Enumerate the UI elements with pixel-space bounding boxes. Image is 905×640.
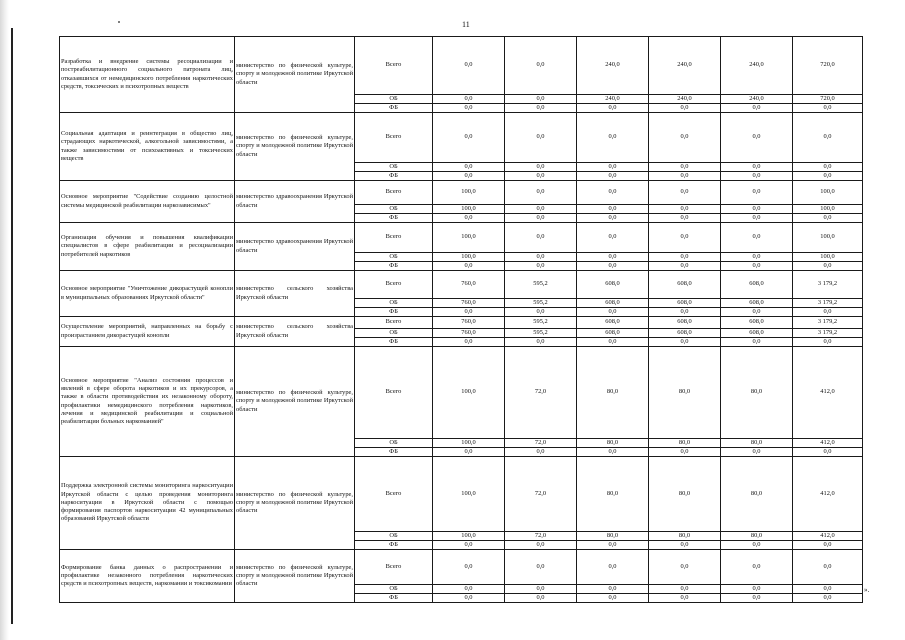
amount-year-cell: 760,0 [433,329,505,338]
amount-year-cell: 0,0 [649,448,721,457]
amount-year-cell: 0,0 [433,541,505,550]
amount-year-cell: 0,0 [505,550,577,585]
amount-year-cell: 80,0 [649,347,721,439]
activity-executor: министерство по физической культуре, спорту и молодежной политике Иркутской области [235,37,355,113]
activity-name: Организация обучения и повышения квалификации специалистов в сфере реабилитации и ресоциализации потребителей наркотиков [60,223,235,271]
amount-year-cell: 608,0 [577,271,649,299]
amount-year-cell: 80,0 [721,439,793,448]
amount-total-cell: 0,0 [793,104,863,113]
amount-total-cell: 0,0 [793,113,863,163]
funding-source: Всего [355,550,433,585]
amount-year-cell: 760,0 [433,317,505,329]
amount-year-cell: 0,0 [505,205,577,214]
funding-source: Всего [355,223,433,253]
amount-year-cell: 0,0 [577,181,649,205]
amount-year-cell: 240,0 [649,37,721,95]
amount-year-cell: 0,0 [577,594,649,603]
amount-year-cell: 0,0 [721,223,793,253]
amount-year-cell: 0,0 [505,308,577,317]
activity-executor: министерство по физической культуре, спорту и молодежной политике Иркутской области [235,457,355,550]
activity-executor: министерство здравоохранения Иркутской области [235,223,355,271]
amount-year-cell: 595,2 [505,317,577,329]
amount-year-cell: 608,0 [721,329,793,338]
funding-source: ОБ [355,299,433,308]
amount-year-cell: 0,0 [721,308,793,317]
amount-year-cell: 0,0 [649,253,721,262]
amount-total-cell: 3 179,2 [793,317,863,329]
activity-row [60,317,863,329]
amount-year-cell: 0,0 [721,104,793,113]
funding-source: Всего [355,181,433,205]
amount-year-cell: 80,0 [577,532,649,541]
activity-name: Социальная адаптация и реинтеграция в общество лиц, страдающих наркотической, алкогольной зависимостями, а также зависимостями от психоактивных и токсических веществ [60,113,235,181]
amount-year-cell: 0,0 [721,550,793,585]
amount-year-cell: 0,0 [505,262,577,271]
amount-year-cell: 0,0 [433,448,505,457]
amount-year-cell: 0,0 [505,181,577,205]
scan-left-edge [0,0,9,640]
amount-year-cell: 100,0 [433,532,505,541]
amount-year-cell: 100,0 [433,347,505,439]
amount-year-cell: 80,0 [577,439,649,448]
funding-source: Всего [355,37,433,95]
amount-year-cell: 0,0 [505,37,577,95]
amount-year-cell: 240,0 [721,95,793,104]
amount-year-cell: 0,0 [649,594,721,603]
page-number: 11 [462,20,470,29]
amount-year-cell: 0,0 [577,104,649,113]
activity-row [60,37,863,95]
amount-year-cell: 0,0 [721,253,793,262]
amount-year-cell: 608,0 [649,317,721,329]
amount-year-cell: 0,0 [649,104,721,113]
amount-year-cell: 0,0 [433,262,505,271]
amount-year-cell: 0,0 [505,448,577,457]
activity-executor: министерство по физической культуре, спорту и молодежной политике Иркутской области [235,550,355,603]
amount-year-cell: 72,0 [505,457,577,532]
funding-source: ФБ [355,104,433,113]
amount-year-cell: 80,0 [721,457,793,532]
amount-total-cell: 100,0 [793,205,863,214]
funding-source: ФБ [355,214,433,223]
amount-year-cell: 0,0 [649,585,721,594]
amount-year-cell: 0,0 [649,262,721,271]
amount-total-cell: 3 179,2 [793,329,863,338]
amount-year-cell: 0,0 [649,205,721,214]
amount-total-cell: 3 179,2 [793,271,863,299]
amount-year-cell: 608,0 [721,299,793,308]
amount-year-cell: 0,0 [649,550,721,585]
amount-year-cell: 0,0 [577,253,649,262]
funding-source: Всего [355,317,433,329]
amount-year-cell: 0,0 [433,104,505,113]
amount-year-cell: 0,0 [505,113,577,163]
amount-year-cell: 608,0 [649,329,721,338]
amount-year-cell: 0,0 [721,214,793,223]
amount-year-cell: 80,0 [721,532,793,541]
activity-row [60,113,863,163]
amount-total-cell: 0,0 [793,541,863,550]
activity-executor: министерство сельского хозяйства Иркутской области [235,271,355,317]
amount-year-cell: 608,0 [577,299,649,308]
amount-year-cell: 0,0 [577,448,649,457]
amount-total-cell: 100,0 [793,223,863,253]
amount-year-cell: 80,0 [721,347,793,439]
amount-year-cell: 0,0 [649,541,721,550]
activity-name: Основное мероприятие "Содействие созданию целостной системы медицинской реабилитации наркозависимых" [60,181,235,223]
scan-binding-line [11,28,13,624]
amount-year-cell: 0,0 [505,95,577,104]
amount-year-cell: 0,0 [721,585,793,594]
funding-source: ОБ [355,585,433,594]
amount-year-cell: 100,0 [433,223,505,253]
activity-row [60,181,863,205]
amount-year-cell: 0,0 [721,163,793,172]
amount-year-cell: 240,0 [577,95,649,104]
amount-year-cell: 595,2 [505,271,577,299]
funding-source: ФБ [355,262,433,271]
activity-name: Поддержка электронной системы мониторинга наркоситуации Иркутской области с целью проведения мониторинга наркоситуации в Иркутской области с помощью формирования паспортов наркоситуации 42 муниципальных образований Иркутской области [60,457,235,550]
activity-executor: министерство по физической культуре, спорту и молодежной политике Иркутской области [235,347,355,457]
amount-year-cell: 0,0 [577,163,649,172]
funding-source: Всего [355,347,433,439]
amount-year-cell: 760,0 [433,271,505,299]
amount-year-cell: 80,0 [649,439,721,448]
amount-total-cell: 412,0 [793,347,863,439]
funding-source: ОБ [355,439,433,448]
amount-year-cell: 240,0 [721,37,793,95]
amount-year-cell: 100,0 [433,457,505,532]
amount-total-cell: 720,0 [793,37,863,95]
activity-row [60,457,863,532]
amount-year-cell: 80,0 [577,347,649,439]
amount-year-cell: 0,0 [433,214,505,223]
amount-year-cell: 100,0 [433,253,505,262]
amount-year-cell: 0,0 [649,172,721,181]
activity-name: Разработка и внедрение системы ресоциализации и постреабилитационного социального патроната лиц, отказавшихся от немедицинского потребления наркотических средств, токсических и психотропных веществ [60,37,235,113]
funding-source: Всего [355,113,433,163]
activity-executor: министерство по физической культуре, спорту и молодежной политике Иркутской области [235,113,355,181]
amount-year-cell: 0,0 [721,338,793,347]
activity-name: Основное мероприятие "Анализ состояния процессов и явлений в сфере оборота наркотиков и их прекурсоров, а также в области противодействия их незаконному обороту, профилактики немедицинского потребления наркотиков, лечения и медицинской реабилитации и социальной реабилитации больных наркоманией" [60,347,235,457]
amount-year-cell: 0,0 [577,113,649,163]
scan-speck [118,21,120,23]
amount-year-cell: 0,0 [577,338,649,347]
amount-year-cell: 608,0 [577,329,649,338]
amount-year-cell: 0,0 [505,172,577,181]
amount-year-cell: 0,0 [577,214,649,223]
activity-name: Основное мероприятие "Уничтожение дикорастущей конопли в муниципальных образованиях Иркутской области" [60,271,235,317]
amount-year-cell: 0,0 [433,95,505,104]
amount-year-cell: 0,0 [433,163,505,172]
amount-year-cell: 0,0 [505,594,577,603]
amount-year-cell: 608,0 [649,271,721,299]
amount-year-cell: 0,0 [721,181,793,205]
funding-source: ФБ [355,448,433,457]
amount-year-cell: 72,0 [505,532,577,541]
amount-total-cell: 0,0 [793,163,863,172]
funding-source: ОБ [355,532,433,541]
amount-year-cell: 100,0 [433,205,505,214]
amount-total-cell: 412,0 [793,457,863,532]
amount-total-cell: 0,0 [793,214,863,223]
amount-total-cell: 0,0 [793,262,863,271]
amount-total-cell: 412,0 [793,439,863,448]
amount-year-cell: 608,0 [721,271,793,299]
amount-year-cell: 760,0 [433,299,505,308]
amount-total-cell: 0,0 [793,308,863,317]
funding-source: ФБ [355,338,433,347]
activity-name: Формирование банка данных о распространении и профилактике незаконного потребления наркотических средств и психотропных веществ, наркомании и токсикомании [60,550,235,603]
amount-year-cell: 80,0 [649,457,721,532]
amount-year-cell: 100,0 [433,439,505,448]
amount-year-cell: 0,0 [577,205,649,214]
amount-total-cell: 0,0 [793,550,863,585]
amount-year-cell: 608,0 [577,317,649,329]
amount-year-cell: 0,0 [433,172,505,181]
amount-year-cell: 0,0 [433,338,505,347]
amount-year-cell: 0,0 [721,262,793,271]
budget-table [59,36,863,603]
amount-year-cell: 0,0 [721,172,793,181]
amount-year-cell: 0,0 [433,585,505,594]
amount-year-cell: 0,0 [577,223,649,253]
amount-year-cell: 0,0 [721,594,793,603]
amount-year-cell: 0,0 [505,223,577,253]
amount-year-cell: 0,0 [721,541,793,550]
amount-year-cell: 80,0 [649,532,721,541]
amount-year-cell: 0,0 [721,448,793,457]
amount-year-cell: 72,0 [505,347,577,439]
amount-year-cell: 0,0 [505,253,577,262]
funding-source: Всего [355,271,433,299]
amount-year-cell: 0,0 [649,308,721,317]
amount-year-cell: 240,0 [649,95,721,104]
funding-source: ФБ [355,172,433,181]
amount-year-cell: 0,0 [649,181,721,205]
funding-source: ОБ [355,95,433,104]
amount-year-cell: 0,0 [577,541,649,550]
amount-year-cell: 0,0 [433,113,505,163]
amount-total-cell: 0,0 [793,338,863,347]
amount-year-cell: 0,0 [649,338,721,347]
amount-total-cell: 0,0 [793,594,863,603]
activity-executor: министерство здравоохранения Иркутской области [235,181,355,223]
activity-row [60,347,863,439]
funding-source: ФБ [355,541,433,550]
funding-source: ОБ [355,329,433,338]
amount-year-cell: 0,0 [577,308,649,317]
amount-year-cell: 0,0 [577,172,649,181]
amount-year-cell: 0,0 [433,550,505,585]
amount-total-cell: 100,0 [793,253,863,262]
funding-source: Всего [355,457,433,532]
amount-year-cell: 0,0 [577,262,649,271]
amount-year-cell: 0,0 [433,594,505,603]
amount-year-cell: 0,0 [649,163,721,172]
amount-total-cell: 720,0 [793,95,863,104]
funding-source: ОБ [355,253,433,262]
amount-year-cell: 100,0 [433,181,505,205]
activity-row [60,223,863,253]
amount-year-cell: 608,0 [649,299,721,308]
amount-year-cell: 0,0 [505,163,577,172]
amount-year-cell: 0,0 [505,338,577,347]
amount-year-cell: 0,0 [721,113,793,163]
amount-year-cell: 595,2 [505,329,577,338]
amount-total-cell: 0,0 [793,585,863,594]
activity-row [60,550,863,585]
amount-year-cell: 0,0 [721,205,793,214]
funding-source: ОБ [355,163,433,172]
funding-source: ОБ [355,205,433,214]
funding-source: ФБ [355,308,433,317]
amount-year-cell: 0,0 [505,104,577,113]
amount-total-cell: 3 179,2 [793,299,863,308]
amount-total-cell: 0,0 [793,172,863,181]
amount-year-cell: 0,0 [649,223,721,253]
amount-year-cell: 0,0 [505,541,577,550]
amount-year-cell: 0,0 [577,585,649,594]
activity-row [60,271,863,299]
amount-year-cell: 0,0 [577,550,649,585]
amount-total-cell: 0,0 [793,448,863,457]
activity-name: Осуществление мероприятий, направленных на борьбу с произрастанием дикорастущей конопли [60,317,235,347]
amount-year-cell: 608,0 [721,317,793,329]
funding-source: ФБ [355,594,433,603]
amount-year-cell: 0,0 [505,585,577,594]
amount-year-cell: 80,0 [577,457,649,532]
amount-year-cell: 240,0 [577,37,649,95]
amount-year-cell: 0,0 [433,37,505,95]
amount-year-cell: 0,0 [649,214,721,223]
amount-year-cell: 72,0 [505,439,577,448]
amount-total-cell: 100,0 [793,181,863,205]
amount-year-cell: 0,0 [505,214,577,223]
amount-year-cell: 0,0 [649,113,721,163]
amount-year-cell: 0,0 [433,308,505,317]
amount-total-cell: 412,0 [793,532,863,541]
closing-quote: ». [864,586,870,594]
activity-executor: министерство сельского хозяйства Иркутской области [235,317,355,347]
amount-year-cell: 595,2 [505,299,577,308]
